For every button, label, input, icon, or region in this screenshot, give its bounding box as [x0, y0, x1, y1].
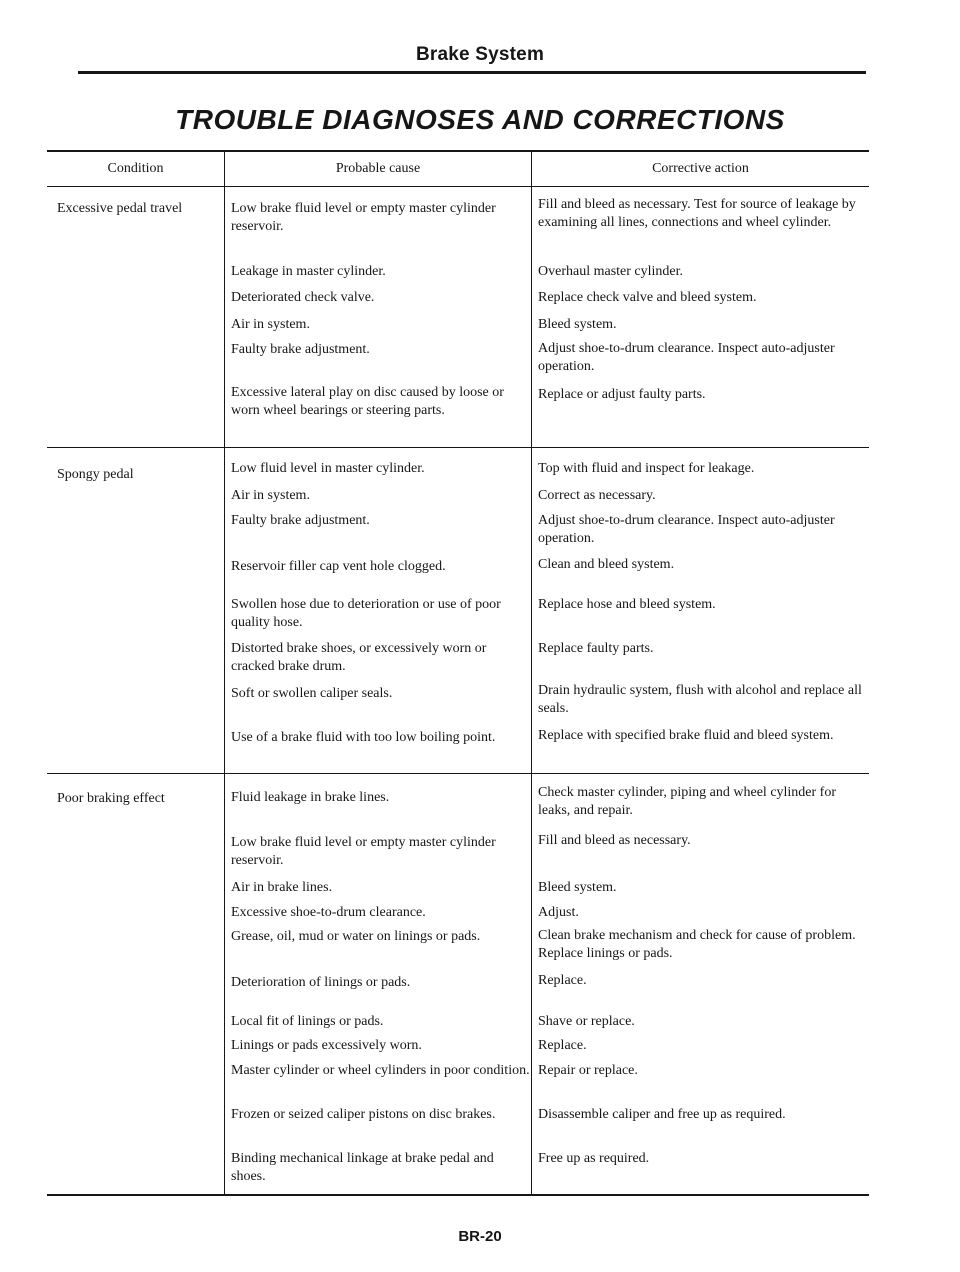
- action-cell: Shave or replace.: [538, 1014, 635, 1029]
- action-cell: Clean and bleed system.: [538, 557, 675, 572]
- action-cell: Replace check valve and bleed system.: [538, 290, 757, 305]
- action-cell: Replace.: [538, 973, 587, 988]
- action-cell: Repair or replace.: [538, 1063, 638, 1078]
- column-divider: [531, 150, 532, 1196]
- cause-cell: Master cylinder or wheel cylinders in poor condition.: [231, 1063, 530, 1078]
- cause-cell: Distorted brake shoes, or excessively worn or cracked brake drum.: [231, 641, 487, 674]
- action-cell: Free up as required.: [538, 1151, 650, 1166]
- action-cell: Replace with specified brake fluid and bleed system.: [538, 728, 834, 743]
- cause-cell: Low brake fluid level or empty master cylinder reservoir.: [231, 201, 496, 234]
- cause-cell: Binding mechanical linkage at brake pedal and shoes.: [231, 1151, 494, 1184]
- action-cell: Disassemble caliper and free up as required.: [538, 1107, 786, 1122]
- cause-cell: Reservoir filler cap vent hole clogged.: [231, 559, 446, 574]
- cause-cell: Use of a brake fluid with too low boiling point.: [231, 730, 496, 745]
- cause-cell: Faulty brake adjustment.: [231, 342, 370, 357]
- action-cell: Replace.: [538, 1038, 587, 1053]
- cause-cell: Soft or swollen caliper seals.: [231, 686, 393, 701]
- cause-cell: Deterioration of linings or pads.: [231, 975, 411, 990]
- column-header: Probable cause: [335, 161, 421, 176]
- header-rule: [78, 71, 866, 74]
- cause-cell: Excessive shoe-to-drum clearance.: [231, 905, 426, 920]
- cause-cell: Linings or pads excessively worn.: [231, 1038, 422, 1053]
- action-cell: Check master cylinder, piping and wheel cylinder for leaks, and repair.: [538, 785, 837, 818]
- page-title: TROUBLE DIAGNOSES AND CORRECTIONS: [175, 104, 785, 135]
- action-cell: Adjust shoe-to-drum clearance. Inspect auto-adjuster operation.: [538, 513, 835, 546]
- cause-cell: Air in system.: [231, 317, 310, 332]
- cause-cell: Grease, oil, mud or water on linings or pads.: [231, 929, 481, 944]
- column-header: Condition: [107, 161, 164, 176]
- action-cell: Top with fluid and inspect for leakage.: [538, 461, 755, 476]
- action-cell: Fill and bleed as necessary.: [538, 833, 691, 848]
- cause-cell: Faulty brake adjustment.: [231, 513, 370, 528]
- cause-cell: Fluid leakage in brake lines.: [231, 790, 390, 805]
- cause-cell: Leakage in master cylinder.: [231, 264, 386, 279]
- cause-cell: Excessive lateral play on disc caused by loose or worn wheel bearings or steering parts.: [231, 385, 504, 418]
- action-cell: Overhaul master cylinder.: [538, 264, 684, 279]
- action-cell: Correct as necessary.: [538, 488, 656, 503]
- action-cell: Bleed system.: [538, 880, 617, 895]
- table-bottom-rule: [47, 1194, 869, 1196]
- action-cell: Clean brake mechanism and check for cause of problem. Replace linings or pads.: [538, 928, 856, 961]
- action-cell: Bleed system.: [538, 317, 617, 332]
- condition-label: Spongy pedal: [57, 467, 134, 482]
- diagnosis-table: [47, 150, 869, 1196]
- cause-cell: Low brake fluid level or empty master cylinder reservoir.: [231, 835, 496, 868]
- table-top-rule: [47, 150, 869, 152]
- section-header: Brake System: [415, 44, 545, 65]
- group-divider: [47, 447, 869, 448]
- cause-cell: Swollen hose due to deterioration or use of poor quality hose.: [231, 597, 501, 630]
- cause-cell: Local fit of linings or pads.: [231, 1014, 384, 1029]
- action-cell: Replace hose and bleed system.: [538, 597, 716, 612]
- header-bottom-rule: [47, 186, 869, 187]
- cause-cell: Low fluid level in master cylinder.: [231, 461, 425, 476]
- column-divider: [224, 150, 225, 1196]
- action-cell: Adjust.: [538, 905, 579, 920]
- condition-label: Excessive pedal travel: [57, 201, 183, 216]
- action-cell: Replace faulty parts.: [538, 641, 654, 656]
- cause-cell: Deteriorated check valve.: [231, 290, 375, 305]
- cause-cell: Air in brake lines.: [231, 880, 333, 895]
- column-header: Corrective action: [652, 161, 749, 176]
- cause-cell: Frozen or seized caliper pistons on disc brakes.: [231, 1107, 496, 1122]
- action-cell: Adjust shoe-to-drum clearance. Inspect auto-adjuster operation.: [538, 341, 835, 374]
- group-divider: [47, 773, 869, 774]
- condition-label: Poor braking effect: [57, 791, 165, 806]
- action-cell: Replace or adjust faulty parts.: [538, 387, 706, 402]
- cause-cell: Air in system.: [231, 488, 310, 503]
- action-cell: Drain hydraulic system, flush with alcohol and replace all seals.: [538, 683, 862, 716]
- page-number: BR-20: [458, 1228, 502, 1245]
- action-cell: Fill and bleed as necessary. Test for source of leakage by examining all lines, connections and wheel cylinder.: [538, 197, 856, 230]
